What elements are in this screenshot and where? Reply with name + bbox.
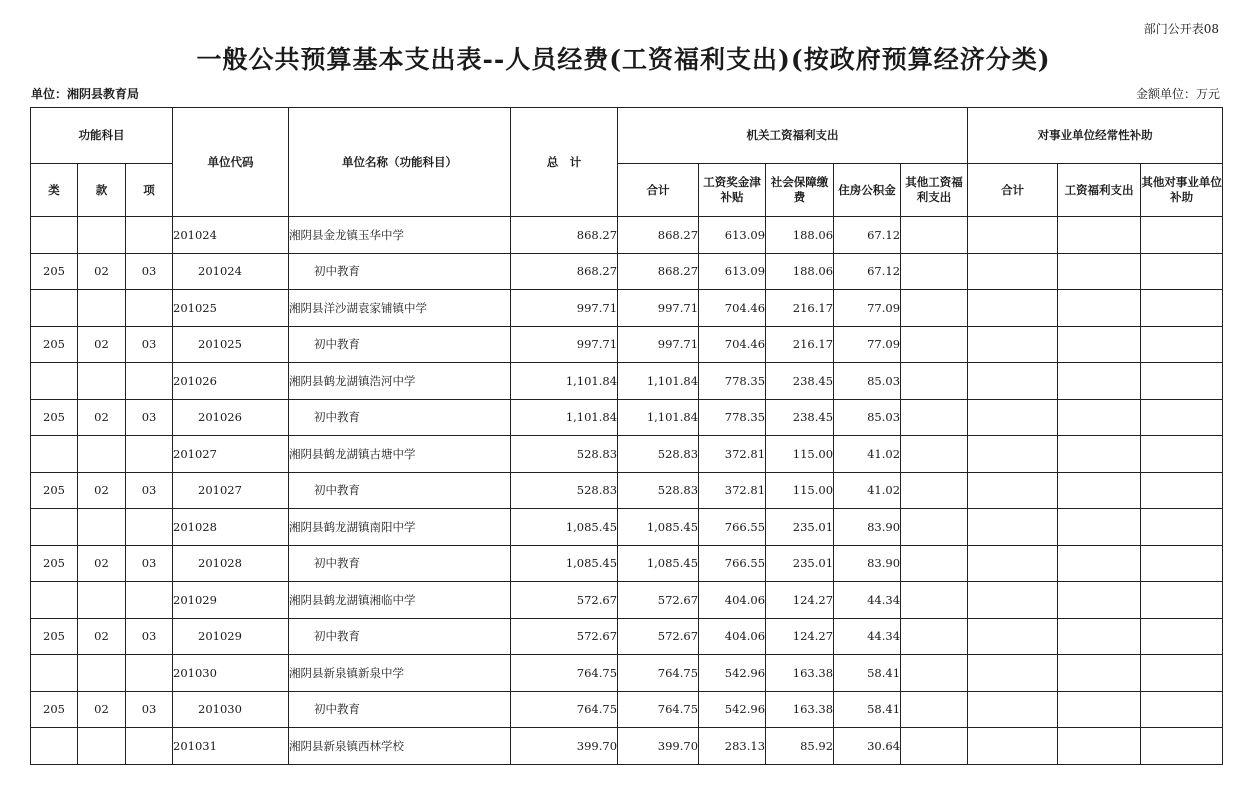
cell-sub-wage [1058,363,1141,400]
cell-total: 1,085.45 [511,509,618,546]
cell-org-wage: 778.35 [699,363,766,400]
cell-org-social: 85.92 [766,728,834,765]
header-subsidy-group: 对事业单位经常性补助 [968,108,1223,164]
cell-org-other [901,399,968,436]
cell-org-housing: 83.90 [834,509,901,546]
cell-kuan: 02 [78,253,126,290]
cell-lei [31,290,78,327]
cell-total: 572.67 [511,618,618,655]
cell-unit-code: 201024 [173,253,289,290]
cell-total: 997.71 [511,290,618,327]
cell-lei: 205 [31,253,78,290]
header-total: 总 计 [511,108,618,217]
header-org-welfare-group: 机关工资福利支出 [618,108,968,164]
header-sub-sum: 合计 [968,164,1058,217]
cell-sub-wage [1058,472,1141,509]
cell-xiang: 03 [126,253,173,290]
cell-total: 572.67 [511,582,618,619]
amount-unit: 金额单位：万元 [1135,87,1220,101]
cell-kuan: 02 [78,472,126,509]
cell-kuan: 02 [78,326,126,363]
cell-total: 528.83 [511,472,618,509]
cell-sub-other [1141,691,1223,728]
cell-org-sum: 868.27 [618,253,699,290]
cell-org-other [901,545,968,582]
cell-sub-wage [1058,436,1141,473]
cell-total: 868.27 [511,217,618,254]
cell-kuan [78,582,126,619]
cell-sub-wage [1058,655,1141,692]
cell-org-sum: 997.71 [618,290,699,327]
header-sub-other: 其他对事业单位补助 [1141,164,1223,217]
cell-org-other [901,436,968,473]
cell-org-social: 216.17 [766,326,834,363]
cell-org-sum: 764.75 [618,691,699,728]
cell-sub-other [1141,253,1223,290]
cell-sub-sum [968,728,1058,765]
cell-unit-name: 初中教育 [289,472,511,509]
cell-org-other [901,290,968,327]
cell-lei [31,655,78,692]
cell-lei [31,582,78,619]
cell-total: 764.75 [511,691,618,728]
cell-lei: 205 [31,472,78,509]
cell-sub-sum [968,363,1058,400]
cell-org-housing: 85.03 [834,399,901,436]
cell-total: 764.75 [511,655,618,692]
cell-xiang: 03 [126,472,173,509]
cell-org-sum: 764.75 [618,655,699,692]
cell-org-housing: 41.02 [834,436,901,473]
cell-unit-code: 201031 [173,728,289,765]
cell-unit-name: 初中教育 [289,545,511,582]
cell-unit-name: 湘阴县新泉镇西林学校 [289,728,511,765]
cell-org-other [901,363,968,400]
cell-org-wage: 613.09 [699,217,766,254]
cell-xiang: 03 [126,326,173,363]
cell-unit-name: 初中教育 [289,253,511,290]
budget-table [30,107,1223,765]
cell-org-social: 235.01 [766,545,834,582]
table-row [31,399,1223,436]
table-row [31,326,1223,363]
header-sub-wage: 工资福利支出 [1058,164,1141,217]
cell-org-housing: 85.03 [834,363,901,400]
cell-kuan [78,728,126,765]
cell-lei: 205 [31,326,78,363]
cell-org-social: 188.06 [766,217,834,254]
cell-org-housing: 67.12 [834,253,901,290]
cell-xiang [126,509,173,546]
cell-unit-code: 201024 [173,217,289,254]
cell-sub-wage [1058,326,1141,363]
cell-xiang: 03 [126,618,173,655]
cell-kuan: 02 [78,399,126,436]
cell-org-wage: 372.81 [699,436,766,473]
cell-sub-sum [968,436,1058,473]
cell-org-sum: 1,085.45 [618,509,699,546]
cell-sub-wage [1058,290,1141,327]
cell-org-social: 188.06 [766,253,834,290]
table-row [31,691,1223,728]
cell-org-wage: 542.96 [699,655,766,692]
cell-org-housing: 44.34 [834,582,901,619]
cell-org-other [901,728,968,765]
table-row [31,655,1223,692]
cell-unit-code: 201027 [173,472,289,509]
cell-unit-code: 201025 [173,326,289,363]
cell-lei [31,363,78,400]
cell-org-social: 216.17 [766,290,834,327]
cell-kuan [78,509,126,546]
cell-org-wage: 704.46 [699,290,766,327]
cell-org-housing: 30.64 [834,728,901,765]
cell-org-housing: 77.09 [834,326,901,363]
cell-unit-name: 初中教育 [289,326,511,363]
cell-xiang [126,290,173,327]
cell-org-social: 163.38 [766,691,834,728]
cell-org-wage: 404.06 [699,582,766,619]
cell-sub-wage [1058,399,1141,436]
cell-sub-other [1141,472,1223,509]
cell-lei: 205 [31,545,78,582]
cell-xiang: 03 [126,399,173,436]
header-org-wage: 工资奖金津补贴 [699,164,766,217]
cell-org-sum: 868.27 [618,217,699,254]
cell-sub-wage [1058,582,1141,619]
cell-unit-name: 湘阴县鹤龙湖镇湘临中学 [289,582,511,619]
cell-unit-code: 201029 [173,618,289,655]
cell-org-other [901,655,968,692]
cell-sub-other [1141,217,1223,254]
cell-org-other [901,582,968,619]
cell-org-housing: 58.41 [834,655,901,692]
table-row [31,545,1223,582]
cell-sub-wage [1058,728,1141,765]
reporting-unit: 单位：湘阴县教育局 [31,87,140,101]
cell-org-social: 235.01 [766,509,834,546]
header-unit-code: 单位代码 [173,108,289,217]
cell-unit-name: 湘阴县洋沙湖袁家铺镇中学 [289,290,511,327]
cell-sub-sum [968,290,1058,327]
cell-sub-sum [968,691,1058,728]
cell-total: 1,101.84 [511,399,618,436]
cell-kuan: 02 [78,545,126,582]
cell-lei: 205 [31,691,78,728]
header-org-other: 其他工资福利支出 [901,164,968,217]
cell-sub-wage [1058,217,1141,254]
cell-kuan [78,217,126,254]
cell-unit-name: 湘阴县新泉镇新泉中学 [289,655,511,692]
header-func-subject: 功能科目 [31,108,173,164]
cell-lei: 205 [31,399,78,436]
table-row [31,436,1223,473]
cell-xiang [126,582,173,619]
cell-kuan [78,290,126,327]
cell-org-wage: 766.55 [699,509,766,546]
page-title: 一般公共预算基本支出表--人员经费(工资福利支出)(按政府预算经济分类) [196,45,1051,74]
cell-sub-other [1141,363,1223,400]
cell-kuan [78,655,126,692]
table-row [31,290,1223,327]
cell-org-housing: 41.02 [834,472,901,509]
cell-xiang [126,728,173,765]
cell-unit-name: 湘阴县金龙镇玉华中学 [289,217,511,254]
form-number: 部门公开表08 [1143,22,1219,36]
cell-xiang: 03 [126,691,173,728]
cell-sub-sum [968,253,1058,290]
table-row [31,582,1223,619]
cell-unit-code: 201030 [173,655,289,692]
cell-lei [31,436,78,473]
cell-unit-code: 201026 [173,363,289,400]
cell-unit-code: 201027 [173,436,289,473]
cell-total: 997.71 [511,326,618,363]
cell-org-other [901,472,968,509]
table-row [31,217,1223,254]
cell-lei [31,509,78,546]
cell-sub-sum [968,618,1058,655]
cell-sub-other [1141,509,1223,546]
cell-org-sum: 528.83 [618,472,699,509]
cell-sub-sum [968,472,1058,509]
cell-sub-sum [968,545,1058,582]
cell-total: 528.83 [511,436,618,473]
cell-unit-code: 201028 [173,509,289,546]
cell-total: 1,101.84 [511,363,618,400]
cell-unit-name: 湘阴县鹤龙湖镇浩河中学 [289,363,511,400]
cell-sub-wage [1058,545,1141,582]
cell-sub-wage [1058,509,1141,546]
cell-org-wage: 613.09 [699,253,766,290]
cell-org-social: 124.27 [766,618,834,655]
table-row [31,728,1223,765]
cell-sub-sum [968,217,1058,254]
cell-org-sum: 572.67 [618,618,699,655]
cell-org-social: 238.45 [766,399,834,436]
cell-lei [31,217,78,254]
cell-total: 868.27 [511,253,618,290]
cell-unit-code: 201028 [173,545,289,582]
cell-org-sum: 1,101.84 [618,363,699,400]
table-row [31,363,1223,400]
table-row [31,253,1223,290]
cell-org-social: 124.27 [766,582,834,619]
header-org-housing: 住房公积金 [834,164,901,217]
cell-sub-other [1141,582,1223,619]
cell-unit-code: 201025 [173,290,289,327]
cell-sub-wage [1058,691,1141,728]
cell-org-sum: 1,085.45 [618,545,699,582]
cell-unit-name: 初中教育 [289,691,511,728]
cell-sub-other [1141,655,1223,692]
cell-unit-code: 201030 [173,691,289,728]
cell-org-wage: 283.13 [699,728,766,765]
cell-sub-sum [968,326,1058,363]
cell-org-sum: 572.67 [618,582,699,619]
cell-kuan [78,363,126,400]
cell-unit-name: 初中教育 [289,399,511,436]
cell-org-other [901,217,968,254]
header-xiang: 项 [126,164,173,217]
cell-unit-name: 湘阴县鹤龙湖镇南阳中学 [289,509,511,546]
cell-org-housing: 44.34 [834,618,901,655]
cell-sub-other [1141,618,1223,655]
cell-org-sum: 528.83 [618,436,699,473]
table-row [31,472,1223,509]
cell-lei [31,728,78,765]
cell-org-sum: 997.71 [618,326,699,363]
header-lei: 类 [31,164,78,217]
cell-sub-sum [968,655,1058,692]
cell-unit-name: 湘阴县鹤龙湖镇古塘中学 [289,436,511,473]
cell-org-social: 238.45 [766,363,834,400]
cell-org-other [901,509,968,546]
cell-xiang [126,436,173,473]
header-org-sum: 合计 [618,164,699,217]
cell-org-other [901,618,968,655]
cell-sub-other [1141,326,1223,363]
cell-sub-other [1141,399,1223,436]
cell-xiang: 03 [126,545,173,582]
cell-sub-wage [1058,618,1141,655]
cell-org-wage: 704.46 [699,326,766,363]
cell-org-wage: 372.81 [699,472,766,509]
cell-lei: 205 [31,618,78,655]
cell-org-wage: 778.35 [699,399,766,436]
header-unit-name: 单位名称（功能科目） [289,108,511,217]
cell-org-sum: 399.70 [618,728,699,765]
cell-org-housing: 67.12 [834,217,901,254]
cell-sub-sum [968,399,1058,436]
cell-org-wage: 542.96 [699,691,766,728]
cell-kuan: 02 [78,618,126,655]
cell-unit-code: 201029 [173,582,289,619]
cell-kuan [78,436,126,473]
header-org-social: 社会保障缴费 [766,164,834,217]
cell-xiang [126,217,173,254]
cell-org-social: 115.00 [766,436,834,473]
cell-org-housing: 77.09 [834,290,901,327]
cell-org-other [901,253,968,290]
table-row [31,509,1223,546]
cell-org-housing: 58.41 [834,691,901,728]
cell-sub-other [1141,728,1223,765]
cell-org-wage: 766.55 [699,545,766,582]
cell-total: 399.70 [511,728,618,765]
cell-total: 1,085.45 [511,545,618,582]
cell-org-housing: 83.90 [834,545,901,582]
cell-sub-other [1141,545,1223,582]
cell-kuan: 02 [78,691,126,728]
cell-sub-sum [968,509,1058,546]
cell-sub-other [1141,290,1223,327]
cell-org-other [901,691,968,728]
cell-sub-wage [1058,253,1141,290]
cell-unit-name: 初中教育 [289,618,511,655]
header-kuan: 款 [78,164,126,217]
cell-xiang [126,363,173,400]
cell-org-social: 163.38 [766,655,834,692]
cell-org-social: 115.00 [766,472,834,509]
cell-xiang [126,655,173,692]
cell-sub-other [1141,436,1223,473]
cell-org-wage: 404.06 [699,618,766,655]
cell-org-sum: 1,101.84 [618,399,699,436]
cell-unit-code: 201026 [173,399,289,436]
cell-org-other [901,326,968,363]
table-row [31,618,1223,655]
cell-sub-sum [968,582,1058,619]
